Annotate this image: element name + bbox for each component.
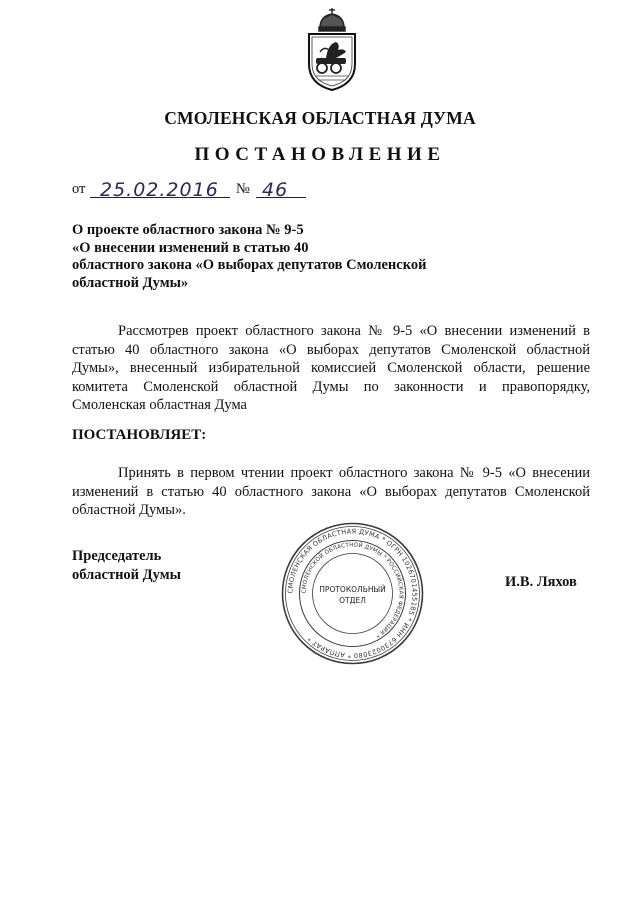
- paragraph-line: Принять в первом чтении проект областного закона № 9-5 «О внесении: [118, 465, 590, 481]
- seal-outer-ring-text: СМОЛЕНСКАЯ ОБЛАСТНАЯ ДУМА * ОГРН 1026701455185 * ИНН 6730023080 * АППАРАТ *: [286, 527, 419, 660]
- date-from-label: от: [72, 181, 86, 197]
- number-label: №: [236, 181, 250, 197]
- preamble-paragraph: [72, 322, 590, 415]
- signatory-role: [72, 547, 181, 584]
- official-seal-stamp: [280, 521, 425, 666]
- coat-of-arms-icon: [296, 6, 368, 92]
- paragraph-line: комитета Смоленской областной Думы по законности и правопорядку,: [72, 378, 590, 395]
- seal-inner-ring-text: СМОЛЕНСКОЙ ОБЛАСТНОЙ ДУМЫ * РОССИЙСКАЯ ФЕДЕРАЦИЯ *: [301, 542, 404, 639]
- subject-line: областной Думы»: [72, 274, 189, 291]
- seal-center-line: ПРОТОКОЛЬНЫЙ: [319, 585, 386, 594]
- paragraph-line: Думы», внесенный избирательной комиссией Смоленской области, решение: [72, 360, 590, 376]
- signatory-name: И.В. Ляхов: [505, 574, 577, 590]
- decree-heading: ПОСТАНОВЛЯЕТ:: [72, 427, 207, 443]
- subject-line: областного закона «О выборах депутатов Смоленской: [72, 257, 427, 273]
- document-type-title: ПОСТАНОВЛЕНИЕ: [194, 144, 446, 165]
- paragraph-line: областной Думы».: [72, 502, 186, 518]
- document-subject: [72, 222, 472, 292]
- resolution-paragraph: [72, 464, 590, 520]
- paragraph-line: Рассмотрев проект областного закона № 9-5 «О внесении изменений в: [118, 323, 590, 339]
- handwritten-date: 25.02.2016: [100, 179, 219, 201]
- signatory-role-line: областной Думы: [72, 566, 181, 583]
- paragraph-line: Смоленская областная Дума: [72, 397, 247, 413]
- seal-center-line: ОТДЕЛ: [339, 596, 366, 605]
- organization-title: СМОЛЕНСКАЯ ОБЛАСТНАЯ ДУМА: [164, 108, 476, 128]
- handwritten-number: 46: [262, 179, 289, 201]
- paragraph-line: статью 40 областного закона «О выборах депутатов Смоленской областной: [72, 341, 590, 358]
- signatory-role-line: Председатель: [72, 548, 162, 564]
- subject-line: О проекте областного закона № 9-5: [72, 222, 304, 238]
- subject-line: «О внесении изменений в статью 40: [72, 239, 309, 256]
- paragraph-line: изменений в статью 40 областного закона «О выборах депутатов Смоленской: [72, 483, 590, 500]
